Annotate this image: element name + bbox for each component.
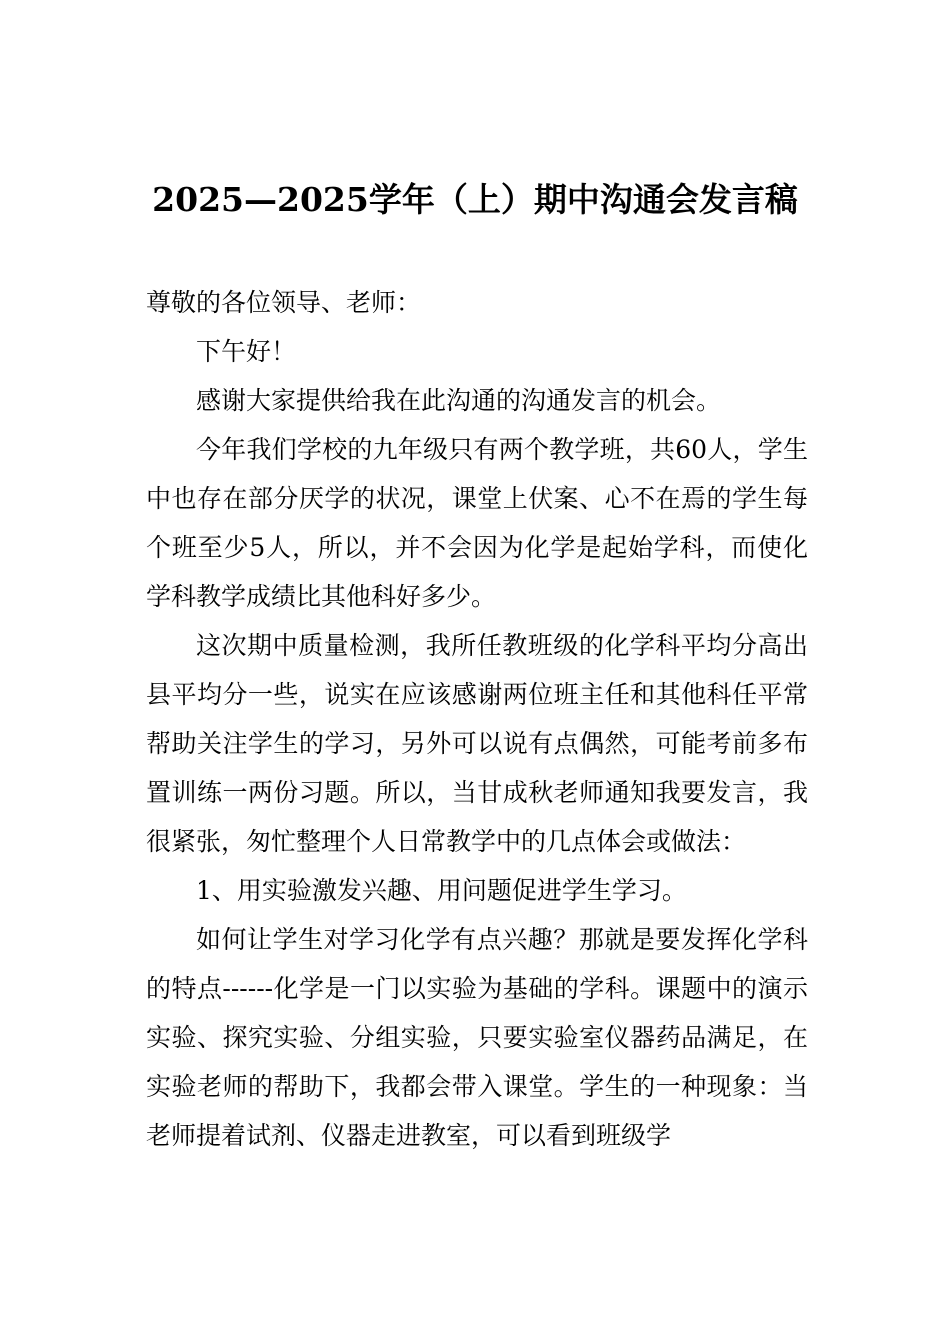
body-paragraph: 这次期中质量检测，我所任教班级的化学科平均分高出县平均分一些，说实在应该感谢两位班主任和其他科任平常帮助关注学生的学习，另外可以说有点偶然，可能考前多布置训练一两份习题。所以，当甘成秋老师通知我要发言，我很紧张，匆忙整理个人日常教学中的几点体会或做法： (146, 631, 808, 856)
thanks-paragraph: 感谢大家提供给我在此沟通的沟通发言的机会。 (196, 386, 722, 415)
body-paragraph: 今年我们学校的九年级只有两个教学班，共60人，学生中也存在部分厌学的状况，课堂上伏案、心不在焉的学生每个班至少5人，所以，并不会因为化学是起始学科，而使化学科教学成绩比其他科好多少。 (146, 435, 808, 611)
document-body (146, 278, 808, 1160)
salutation-paragraph: 尊敬的各位领导、老师： (146, 288, 422, 317)
document-title: 2025—2025学年（上）期中沟通会发言稿 (152, 180, 798, 219)
body-paragraph: 如何让学生对学习化学有点兴趣？那就是要发挥化学科的特点------化学是一门以实验为基础的学科。课题中的演示实验、探究实验、分组实验，只要实验室仪器药品满足，在实验老师的帮助下，我都会带入课堂。学生的一种现象：当老师提着试剂、仪器走进教室，可以看到班级学 (146, 925, 808, 1150)
section-heading: 1、用实验激发兴趣、用问题促进学生学习。 (196, 876, 687, 905)
greeting-paragraph: 下午好！ (196, 337, 297, 366)
